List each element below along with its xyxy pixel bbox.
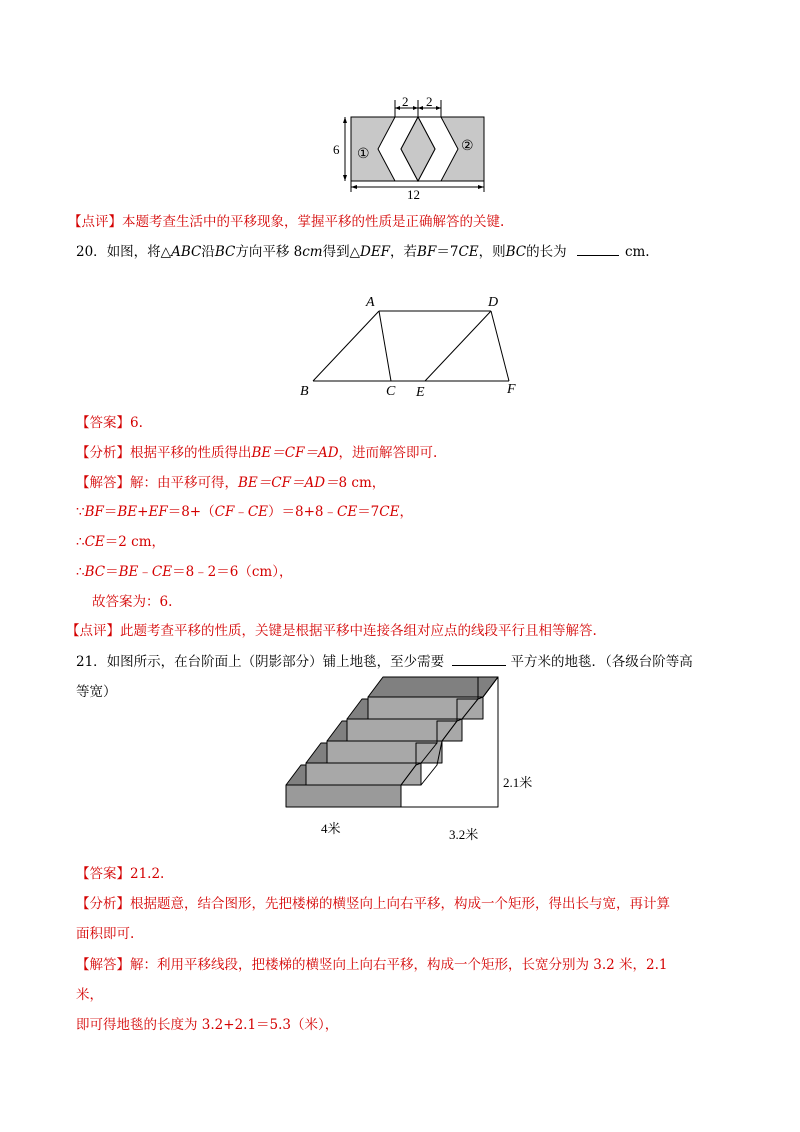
question-21-text: 如图所示，在台阶面上（阴影部分）铺上地毯，至少需要: [106, 654, 445, 670]
solution-text: ＝8﹣2＝6（cm），: [172, 564, 293, 580]
solution-text: 解：利用平移线段，把楼梯的横竖向上向右平移，构成一个矩形，长宽分别为 3.2 米，2.1: [130, 957, 668, 973]
question-20-text: 沿: [201, 244, 215, 260]
question-20-text: ，若: [390, 244, 418, 260]
question-20-text: 如图，将△: [106, 244, 172, 260]
figure-20-label-f: F: [507, 382, 516, 397]
analysis-text: ，进而解答即可.: [338, 445, 438, 461]
question-20-text: ，则: [478, 244, 506, 260]
figure-20-label-c: C: [386, 384, 396, 399]
solution-var: CF: [214, 504, 235, 520]
solution-text: 解：由平移可得，: [130, 475, 238, 491]
question-21-number: 21．: [76, 654, 107, 670]
answer-tag: 【答案】: [76, 415, 130, 431]
solution-text: ＝7: [357, 504, 380, 520]
analysis-eq: BE＝CF＝AD: [251, 445, 339, 461]
question-20-text: ＝7: [436, 244, 459, 260]
analysis-tag: 【分析】: [76, 445, 130, 461]
stair-riser: [286, 785, 401, 807]
analysis-tag: 【分析】: [76, 896, 130, 912]
question-20-var: CE: [458, 244, 479, 260]
analysis-text: 面积即可.: [76, 926, 135, 942]
solution-text: ﹣: [234, 504, 248, 520]
figure-19-label-top-left: 2: [402, 94, 409, 109]
question-20-var: ABC: [171, 244, 202, 260]
answer-tag: 【答案】: [76, 866, 130, 882]
solution-21: [76, 956, 668, 974]
solution-eq: BE＝CF＝AD＝: [238, 475, 339, 491]
solution-21-line3: [76, 1016, 338, 1034]
analysis-text: 根据题意，结合图形，先把楼梯的横竖向上向右平移，构成一个矩形，得出长与宽，再计算: [130, 896, 670, 912]
solution-var: BC: [84, 564, 106, 580]
question-21-text: 等宽）: [76, 684, 117, 700]
figure-20-label-a: A: [366, 295, 375, 310]
question-20-var: BC: [214, 244, 236, 260]
figure-21-label-height: 2.1米: [503, 775, 533, 790]
answer-value: 21.2.: [130, 866, 165, 882]
answer-21: [76, 865, 164, 883]
figure-19-label-region2: ②: [461, 139, 474, 154]
solution-tag: 【解答】: [76, 957, 130, 973]
solution-text: ∴: [76, 564, 85, 580]
figure-19-label-top-right: 2: [426, 94, 433, 109]
solution-text: ＝8+（: [167, 504, 215, 520]
figure-19-label-region1: ①: [357, 147, 370, 162]
figure-19-label-width: 12: [407, 187, 420, 202]
comment-20-tag: 【点评】: [66, 623, 120, 639]
solution-text: ＝: [103, 504, 118, 520]
solution-final: 故答案为：6.: [92, 594, 173, 610]
solution-var: BE+EF: [117, 504, 168, 520]
solution-var: CE: [379, 504, 400, 520]
question-20-var: BF: [417, 244, 437, 260]
solution-21-line2: [76, 986, 103, 1004]
analysis-text: 根据平移的性质得出: [130, 445, 252, 461]
figure-20-label-d: D: [488, 295, 499, 310]
question-20-text: 的长为: [526, 244, 567, 260]
solution-var: CE: [337, 504, 358, 520]
figure-19-label-height: 6: [333, 142, 340, 157]
solution-var: BE: [118, 564, 139, 580]
solution-text: ﹣: [138, 564, 152, 580]
solution-tag: 【解答】: [76, 475, 130, 491]
solution-var: CE: [151, 564, 173, 580]
solution-text: ∵: [76, 504, 85, 520]
solution-var: BF: [84, 504, 104, 520]
analysis-21-line2: [76, 925, 134, 943]
solution-var: CE: [247, 504, 268, 520]
question-20-text: cm.: [624, 244, 650, 260]
solution-text: ＝2 cm，: [104, 534, 166, 550]
figure-21-label-width: 3.2米: [449, 827, 479, 842]
solution-var: CE: [84, 534, 105, 550]
figure-21-label-length: 4米: [321, 821, 341, 836]
stair-riser: [327, 741, 442, 763]
question-20-text: 方向平移 8: [235, 244, 303, 260]
question-20-text: 得到△: [322, 244, 360, 260]
figure-20-label-e: E: [416, 385, 425, 400]
solution-text: ∴: [76, 534, 85, 550]
analysis-21: [76, 895, 670, 913]
comment-19-text: 本题考查生活中的平移现象，掌握平移的性质是正确解答的关键.: [122, 214, 505, 230]
figure-20-label-b: B: [300, 384, 309, 399]
solution-text: ）＝8+8﹣: [268, 504, 337, 520]
question-20-var: cm: [302, 244, 323, 260]
solution-text: ，: [399, 504, 413, 520]
solution-text: 8 cm，: [338, 475, 386, 491]
solution-text: ＝: [105, 564, 119, 580]
solution-text: 即可得地毯的长度为 3.2+2.1＝5.3（米），: [76, 1017, 339, 1033]
question-20-var: BC: [505, 244, 527, 260]
question-20-number: 20．: [76, 244, 107, 260]
comment-20-text: 此题考查平移的性质，关键是根据平移中连接各组对应点的线段平行且相等解答.: [120, 623, 597, 639]
answer-value: 6.: [130, 415, 143, 431]
comment-19-tag: 【点评】: [68, 214, 122, 230]
solution-text: 米，: [76, 987, 103, 1003]
question-20-var: DEF: [360, 244, 391, 260]
question-21-text: 平方米的地毯．（各级台阶等高: [510, 654, 693, 670]
